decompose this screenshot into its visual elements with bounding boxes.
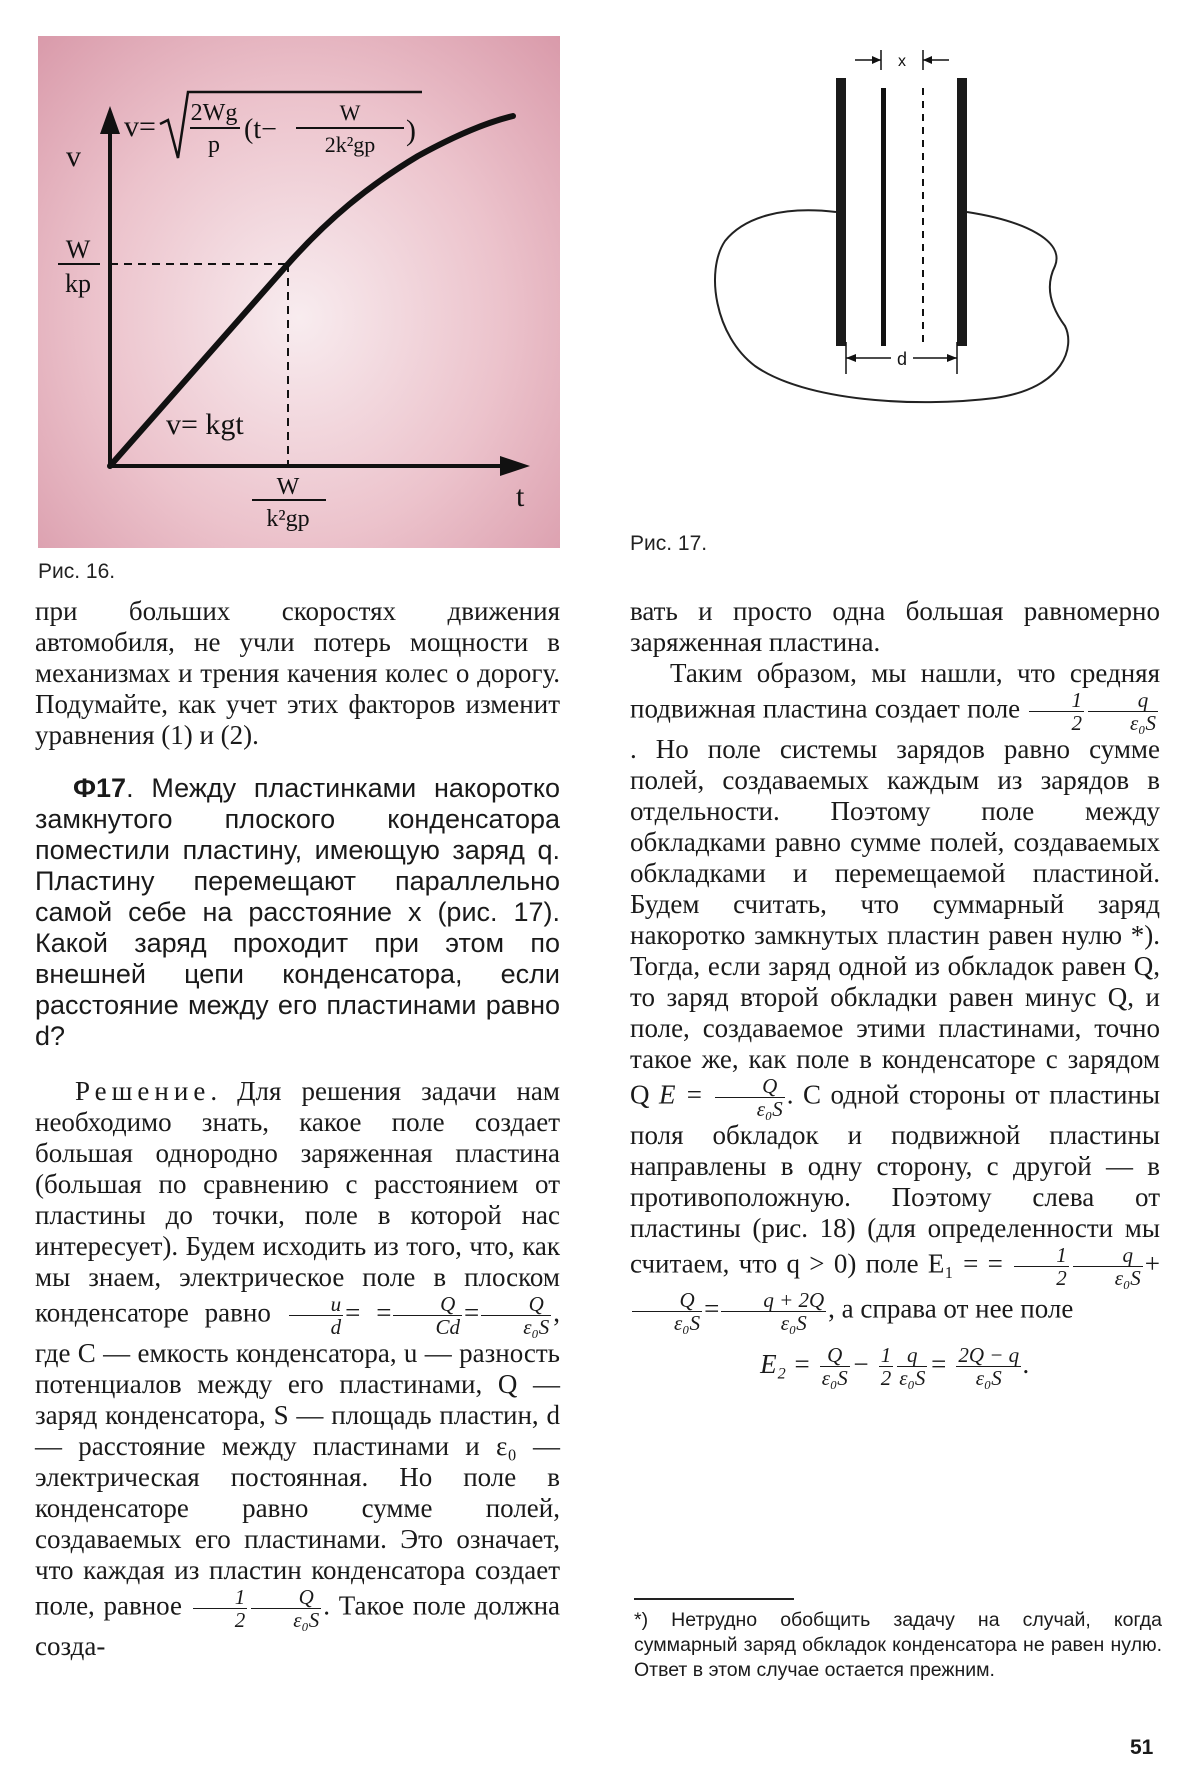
axis-v-label: v [66, 140, 81, 173]
formula-den: p [208, 132, 220, 158]
axis-t-label: t [516, 480, 525, 513]
footnote-rule [634, 1598, 794, 1600]
formula-inner-num: W [339, 100, 361, 125]
solution-text-a: . Для решения задачи нам необходимо знать, какое поле создает большая однородно заряженная пластина (большая по сравнению с расстоянием от пластины до точки, поле в которой нас интересует). Будем исходить из того, что, как мы знаем, электрическое поле в плоском конденсаторе равно [35, 1076, 560, 1328]
x-label: x [898, 53, 906, 70]
figure-17-caption: Рис. 17. [630, 532, 708, 555]
capacitor-diagram [695, 36, 1095, 416]
fraction-one-half: $\frac{1}{2}$ [193, 1586, 248, 1631]
x-arrow-left [872, 56, 881, 64]
formula-num: 2Wg [190, 100, 238, 126]
t-tick-den: k²gp [266, 506, 310, 532]
v-tick-num: W [65, 235, 91, 264]
e2-half: $\frac{1}{2}$ [880, 1343, 892, 1391]
formula-prefix: v= [124, 110, 156, 143]
problem-label: Ф17 [73, 773, 127, 803]
d-arrow-left [846, 354, 856, 362]
fraction-u-over-d: $\frac{u}{d}$ [289, 1293, 344, 1338]
d-label: d [896, 349, 908, 369]
e1-result: $\frac{q + 2Q}{\text{ε₀S}}$ [721, 1289, 826, 1334]
continuation-paragraph: вать и просто одна большая равномерно заряженная пластина. [630, 596, 1160, 657]
figure-17-diagram [695, 36, 1095, 416]
e1-q-over-e0S: $\frac{q}{\text{ε₀S}}$ [1073, 1244, 1143, 1289]
page-number: 51 [1130, 1736, 1154, 1759]
formula-inner-den: 2k²gp [324, 132, 376, 157]
e2-equation: E₂ = $\frac{Q}{\text{ε₀S}}$ − $\frac{1}{2}$ $\frac{q}{\text{ε₀S}}$ = $\frac{2Q - q}{\text{ε₀S}}$ . [760, 1343, 1030, 1391]
fraction-Q-over-e0S-field: $\frac{Q}{\text{ε₀S}}$ [715, 1075, 785, 1120]
e2-result: $\frac{2Q - q}{\text{ε₀S}}$ [958, 1343, 1020, 1391]
solution-word: Решение [75, 1076, 211, 1106]
figure-16-graph [38, 36, 560, 548]
e1-Q-over-e0S: $\frac{Q}{\text{ε₀S}}$ [632, 1289, 702, 1334]
velocity-time-plot [38, 36, 560, 548]
solution-paragraph: Решение. Для решения задачи нам необходимо знать, какое поле создает большая однородно заряженная пластина (большая по сравнению с расстоянием от пластины до точки, поле в которой нас интересует). Будем исходить из того, что, как мы знаем, электрическое поле в плоском конденсаторе равно $\frac{u}{d}$ = = $\frac{Q}{Cd}$ = $\frac{Q}{\text{ε₀S}}$ , где C — емкость конденсатора, u — разность потенциалов между его пластинами, Q — заряд конденсатора, S — площадь пластин, d — расстояние между пластинами и ε₀ — электрическая постоянная. Но поле в конденсаторе равно сумме полей, создаваемых его пластинами. Это означает, что каждая из пластин конденсатора создает поле, равное $\frac{1}{2}$ $\frac{Q}{\text{ε₀S}}$ . Такое поле должна созда- [35, 1076, 561, 1661]
formula-tail-left: (t− [244, 114, 277, 145]
intro-paragraph: при больших скоростях движения автомобиля, не учли потерь мощности в механизмах и трения качения колес о дорогу. Подумайте, как учет этих факторов изменит уравнения (1) и (2). [35, 596, 560, 750]
e2-q-over-e0S: $\frac{q}{\text{ε₀S}}$ [899, 1343, 926, 1391]
e1-half: $\frac{1}{2}$ [1014, 1244, 1069, 1289]
e2-Q-over-e0S: $\frac{Q}{\text{ε₀S}}$ [821, 1343, 848, 1391]
fraction-Q-over-e0S: $\frac{Q}{\text{ε₀S}}$ [481, 1293, 551, 1338]
fraction-Q-over-e0S-2: $\frac{Q}{\text{ε₀S}}$ [251, 1586, 321, 1631]
v-axis-arrow [100, 106, 120, 134]
fraction-q-over-e0S: $\frac{q}{\text{ε₀S}}$ [1088, 689, 1158, 734]
solution-text-b: , где C — емкость конденсатора, u — разность потенциалов между его пластинами, Q — заряд конденсатора, S — площадь пластин, d — расстояние между пластинами и ε₀ — электрическая постоянная. Но поле в конденсаторе равно сумме полей, создаваемых его пластинами. Это означает, что каждая из пластин конденсатора создает поле, равное [35, 1297, 561, 1621]
d-arrow-right [947, 354, 957, 362]
solution-text-c: . Такое поле должна созда- [35, 1590, 560, 1661]
left-capacitor-plate [836, 78, 846, 346]
movable-charged-plate [881, 88, 886, 346]
fraction-Q-over-Cd: $\frac{Q}{Cd}$ [393, 1293, 462, 1338]
derivation-paragraph: Таким образом, мы нашли, что средняя подвижная пластина создает поле $\frac{1}{2}$ $\frac{q}{\text{ε₀S}}$ . Но поле системы зарядов равно сумме полей, создаваемых каждым из зарядов в отдельности. Поэтому поле между обкладками равно сумме полей, создаваемых обкладками и перемещаемой пластиной. Будем считать, что суммарный заряд накоротко замкнутых пластин равен нулю *). Тогда, если заряд одной из обкладок равен Q, то заряд второй обкладки равен минус Q, и поле, создаваемое этими пластинами, точно такое же, как поле в конденсаторе с зарядом Q E = $\frac{Q}{\text{ε₀S}}$ . С одной стороны от пластины поля обкладок и подвижной пластины направлены в одну сторону, с другой — в противоположную. Поэтому слева от пластины (рис. 18) (для определенности мы считаем, что q > 0) поле E₁ = = $\frac{1}{2}$ $\frac{q}{\text{ε₀S}}$ + $\frac{Q}{\text{ε₀S}}$ = $\frac{q + 2Q}{\text{ε₀S}}$ , а справа от нее поле [630, 658, 1161, 1335]
figure-16-caption: Рис. 16. [38, 560, 116, 583]
left-column [35, 596, 560, 1662]
formula-tail-right: ) [406, 114, 416, 147]
right-column [630, 596, 1160, 1394]
short-circuit-wire [715, 210, 1068, 402]
t-axis-arrow [500, 456, 530, 476]
t-tick-num: W [276, 474, 300, 500]
problem-f17 [35, 773, 560, 1052]
footnote-text: *) Нетрудно обобщить задачу на случай, когда суммарный заряд обкладок конденсатора не равен нулю. Ответ в этом случае остается прежним. [634, 1609, 1162, 1681]
fraction-half: $\frac{1}{2}$ [1029, 689, 1084, 734]
problem-text: . Между пластинками накоротко замкнутого плоского конденсатора поместили пластину, имеющую заряд q. Пластину перемещают параллельно самой себе на расстояние x (рис. 17). Какой заряд проходит при этом по внешней цепи конденсатора, если расстояние между его пластинами равно d? [35, 773, 560, 1051]
x-arrow-right [923, 56, 932, 64]
v-tick-den: kp [65, 269, 91, 298]
field-E-label: E = [659, 1079, 704, 1110]
linear-law-label: v= kgt [166, 408, 244, 441]
right-capacitor-plate [957, 78, 967, 346]
footnote-block [634, 1608, 1162, 1683]
